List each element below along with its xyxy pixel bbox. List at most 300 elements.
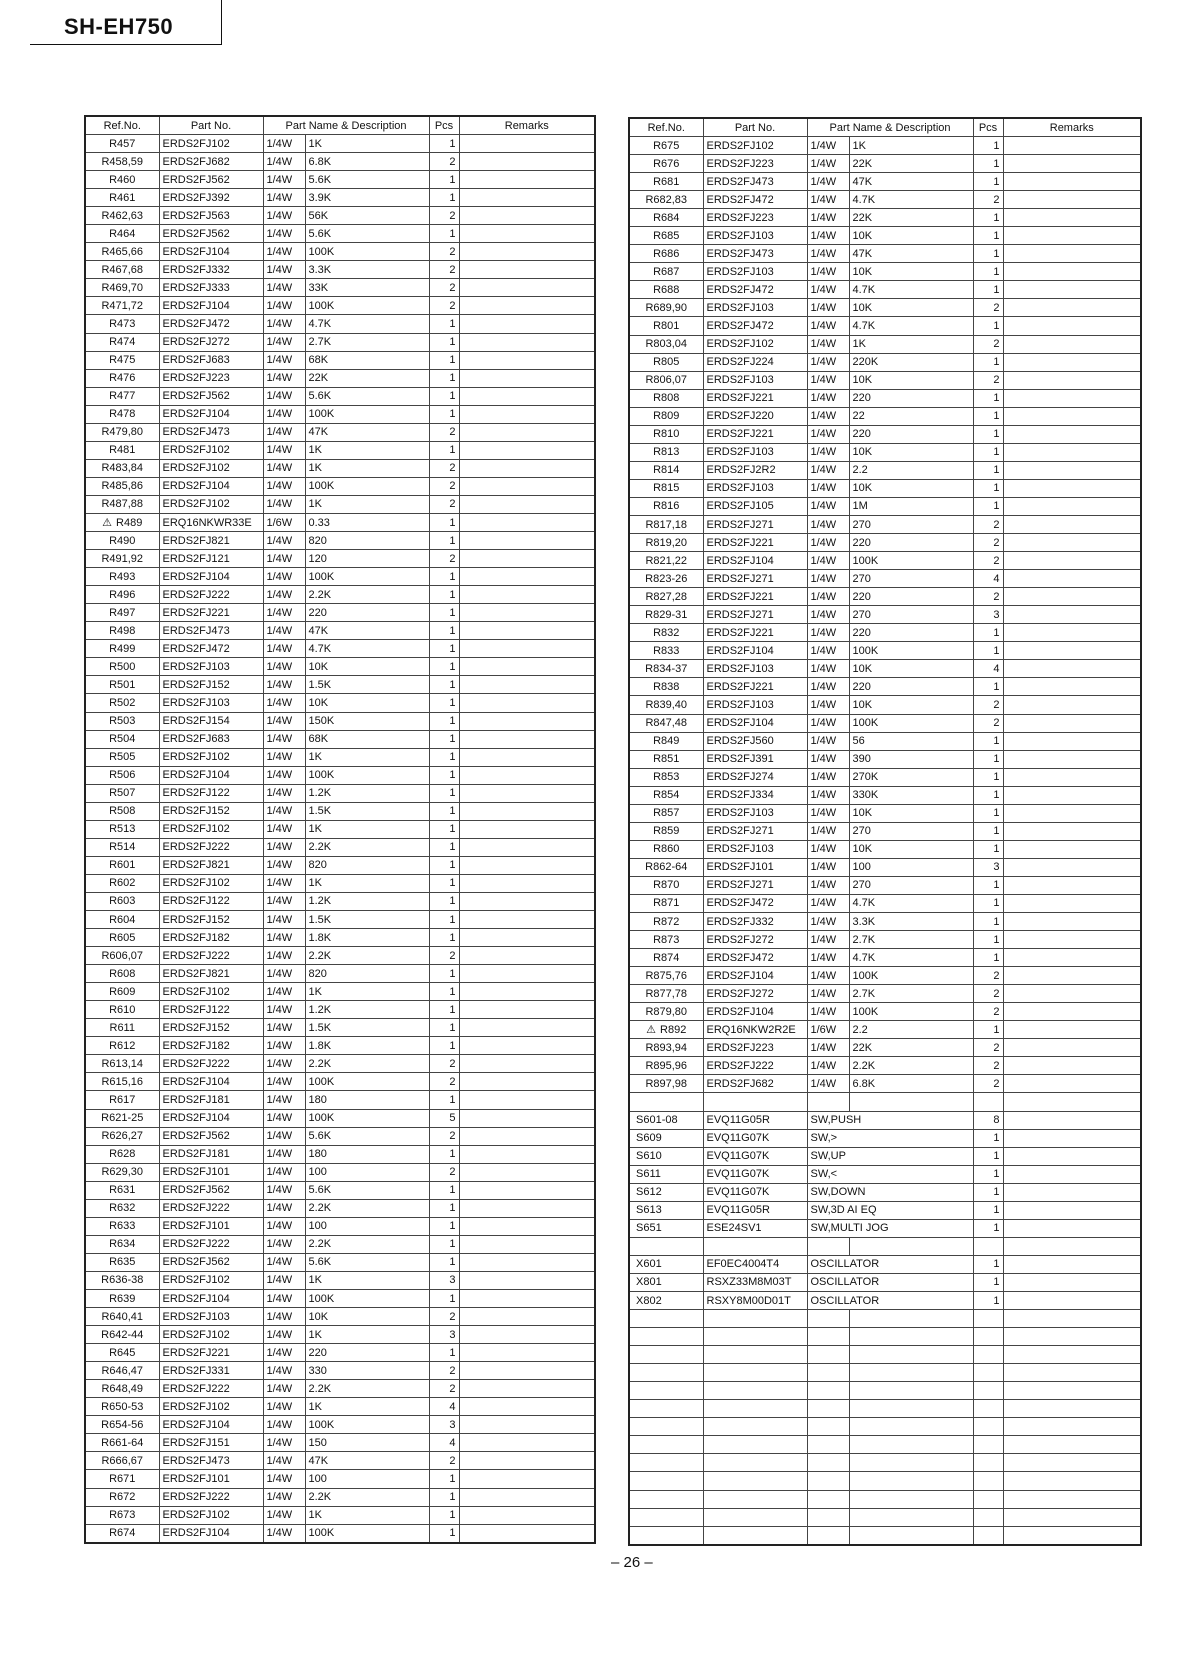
ref-no: R817,18 <box>645 518 688 531</box>
pcs-cell: 1 <box>973 317 1003 335</box>
ref-no: R674 <box>109 1527 136 1540</box>
wattage-cell: 1/4W <box>263 1181 305 1199</box>
wattage-cell: 1/4W <box>263 892 305 910</box>
ref-no: R859 <box>653 825 680 838</box>
ref-no: R469,70 <box>101 281 144 294</box>
table-row <box>85 1199 595 1217</box>
wattage-cell: 1/4W <box>263 351 305 369</box>
table-row <box>85 568 595 586</box>
part-no-cell: ERDS2FJ102 <box>159 459 263 477</box>
ref-no: R500 <box>109 660 136 673</box>
value-cell: 1K <box>849 335 973 353</box>
table-row <box>629 768 1141 786</box>
value-cell: 4.7K <box>305 315 429 333</box>
remarks-cell <box>459 1416 595 1434</box>
table-row <box>629 1273 1141 1291</box>
ref-no: R833 <box>653 644 680 657</box>
table-row <box>629 552 1141 570</box>
remarks-cell <box>1003 479 1141 497</box>
parts-table-left <box>84 115 596 1544</box>
remarks-cell <box>459 622 595 640</box>
wattage-cell: 1/4W <box>263 676 305 694</box>
pcs-cell: 1 <box>429 1290 459 1308</box>
part-no-cell <box>703 1237 807 1255</box>
pcs-cell: 1 <box>429 135 459 153</box>
ref-no: R633 <box>109 1220 136 1233</box>
ref-no: R823-26 <box>645 572 688 585</box>
col-desc-header: Part Name & Description <box>263 116 429 135</box>
value-cell: 22K <box>849 1039 973 1057</box>
wattage-cell: 1/4W <box>263 1326 305 1344</box>
ref-no-cell <box>85 1506 159 1524</box>
remarks-cell <box>1003 678 1141 696</box>
pcs-cell: 1 <box>429 586 459 604</box>
table-row <box>85 838 595 856</box>
remarks-cell <box>459 279 595 297</box>
wattage-cell: 1/4W <box>807 642 849 660</box>
table-row <box>85 1290 595 1308</box>
ref-no-cell <box>85 1055 159 1073</box>
table-row <box>629 732 1141 750</box>
ref-no-cell <box>629 425 703 443</box>
wattage-cell: 1/4W <box>807 732 849 750</box>
ref-no: R513 <box>109 823 136 836</box>
value-cell: 820 <box>305 965 429 983</box>
table-row <box>85 550 595 568</box>
part-no-cell: ERDS2FJ682 <box>159 153 263 171</box>
wattage-cell: 1/4W <box>807 552 849 570</box>
ref-no-cell <box>629 263 703 281</box>
table-row <box>629 750 1141 768</box>
remarks-cell <box>1003 1310 1141 1328</box>
part-no-cell <box>703 1526 807 1545</box>
title-rule-vertical <box>221 0 222 45</box>
ref-no-cell <box>629 317 703 335</box>
part-no-cell: ERDS2FJ121 <box>159 550 263 568</box>
header-row <box>85 116 595 135</box>
table-row <box>629 894 1141 912</box>
ref-no: R684 <box>653 211 680 224</box>
wattage-cell: 1/4W <box>263 1163 305 1181</box>
table-row <box>85 171 595 189</box>
pcs-cell <box>973 1382 1003 1400</box>
remarks-cell <box>1003 1472 1141 1490</box>
value-cell: 1K <box>305 441 429 459</box>
value-cell <box>849 1346 973 1364</box>
remarks-cell <box>1003 389 1141 407</box>
remarks-cell <box>1003 1111 1141 1129</box>
remarks-cell <box>1003 1273 1141 1291</box>
remarks-cell <box>459 1019 595 1037</box>
part-no-cell: ERDS2FJ105 <box>703 497 807 515</box>
ref-no: R461 <box>109 191 136 204</box>
remarks-cell <box>459 676 595 694</box>
ref-no-cell <box>85 153 159 171</box>
header-row <box>629 118 1141 137</box>
remarks-cell <box>459 207 595 225</box>
value-cell: 1.5K <box>305 1019 429 1037</box>
part-no-cell: ERDS2FJ332 <box>703 913 807 931</box>
ref-no-cell <box>629 299 703 317</box>
remarks-cell <box>1003 1237 1141 1255</box>
ref-no: R661-64 <box>101 1436 144 1449</box>
pcs-cell: 1 <box>973 1183 1003 1201</box>
part-no-cell: ERDS2FJ472 <box>703 281 807 299</box>
ref-no-cell <box>629 497 703 515</box>
part-no-cell: ERDS2FJ103 <box>703 696 807 714</box>
ref-no: S612 <box>636 1186 662 1199</box>
wattage-cell: 1/4W <box>263 225 305 243</box>
ref-no-cell <box>629 1057 703 1075</box>
wattage-cell: 1/4W <box>263 766 305 784</box>
ref-no-cell <box>85 820 159 838</box>
ref-no-cell <box>85 207 159 225</box>
pcs-cell: 2 <box>429 297 459 315</box>
table-row <box>85 351 595 369</box>
table-row <box>629 624 1141 642</box>
pcs-cell: 1 <box>429 351 459 369</box>
wattage-cell: 1/4W <box>807 209 849 227</box>
remarks-cell <box>1003 299 1141 317</box>
ref-no: R681 <box>653 175 680 188</box>
table-row <box>629 173 1141 191</box>
value-cell: 100 <box>305 1163 429 1181</box>
parts-list-right <box>629 137 1141 1545</box>
pcs-cell: 1 <box>973 786 1003 804</box>
table-row <box>85 1326 595 1344</box>
pcs-cell: 2 <box>429 423 459 441</box>
remarks-cell <box>459 1362 595 1380</box>
ref-no-cell <box>85 1181 159 1199</box>
wattage-cell: 1/4W <box>263 495 305 513</box>
pcs-cell: 1 <box>429 369 459 387</box>
table-row <box>629 985 1141 1003</box>
ref-no-cell <box>85 1037 159 1055</box>
value-cell: 3.3K <box>305 261 429 279</box>
part-no-cell: ERDS2FJ104 <box>159 1073 263 1091</box>
remarks-cell <box>1003 1039 1141 1057</box>
pcs-cell <box>973 1328 1003 1346</box>
table-row <box>85 1524 595 1543</box>
pcs-cell: 4 <box>429 1398 459 1416</box>
remarks-cell <box>459 1181 595 1199</box>
remarks-cell <box>1003 1129 1141 1147</box>
ref-no: R460 <box>109 173 136 186</box>
ref-no: R465,66 <box>101 245 144 258</box>
remarks-cell <box>459 1253 595 1271</box>
value-cell: 100K <box>849 552 973 570</box>
remarks-cell <box>1003 281 1141 299</box>
ref-no-cell <box>85 1145 159 1163</box>
part-no-cell: ERDS2FJ392 <box>159 189 263 207</box>
pcs-cell: 2 <box>973 299 1003 317</box>
part-no-cell: ERDS2FJ182 <box>159 929 263 947</box>
ref-no-cell <box>85 965 159 983</box>
remarks-cell <box>1003 913 1141 931</box>
table-row <box>85 1091 595 1109</box>
part-no-cell: ERDS2FJ223 <box>159 369 263 387</box>
ref-no: R853 <box>653 771 680 784</box>
ref-no-cell <box>629 137 703 155</box>
ref-no: R849 <box>653 735 680 748</box>
ref-no: R816 <box>653 500 680 513</box>
remarks-cell <box>1003 1346 1141 1364</box>
table-row <box>629 696 1141 714</box>
value-cell: 2.2 <box>849 1021 973 1039</box>
part-no-cell <box>703 1310 807 1328</box>
ref-no: R685 <box>653 229 680 242</box>
table-row <box>85 911 595 929</box>
table-row <box>85 694 595 712</box>
pcs-cell: 2 <box>973 1039 1003 1057</box>
part-no-cell: ERDS2FJ683 <box>159 351 263 369</box>
wattage-cell: 1/4W <box>263 856 305 874</box>
table-row <box>629 515 1141 533</box>
remarks-cell <box>1003 1201 1141 1219</box>
table-row <box>629 1237 1141 1255</box>
pcs-cell: 1 <box>429 1235 459 1253</box>
remarks-cell <box>459 153 595 171</box>
description-cell: SW,< <box>807 1165 973 1183</box>
pcs-cell: 2 <box>429 947 459 965</box>
pcs-cell: 2 <box>973 191 1003 209</box>
part-no-cell: ERDS2FJ102 <box>159 441 263 459</box>
description-cell: OSCILLATOR <box>807 1292 973 1310</box>
ref-no: R687 <box>653 265 680 278</box>
part-no-cell: ERDS2FJ103 <box>703 443 807 461</box>
value-cell: 1K <box>305 983 429 1001</box>
ref-no-cell <box>85 243 159 261</box>
ref-no: R615,16 <box>101 1075 144 1088</box>
part-no-cell: ERDS2FJ562 <box>159 387 263 405</box>
ref-no-cell <box>629 1201 703 1219</box>
remarks-cell <box>1003 137 1141 155</box>
table-row <box>85 622 595 640</box>
ref-no-cell <box>85 189 159 207</box>
remarks-cell <box>459 568 595 586</box>
remarks-cell <box>459 604 595 622</box>
table-row <box>85 766 595 784</box>
wattage-cell <box>807 1237 849 1255</box>
wattage-cell <box>807 1436 849 1454</box>
part-no-cell: ERDS2FJ331 <box>159 1362 263 1380</box>
part-no-cell: ERDS2FJ104 <box>159 568 263 586</box>
part-no-cell <box>703 1490 807 1508</box>
ref-no-cell <box>85 892 159 910</box>
part-no-cell <box>703 1436 807 1454</box>
table-row <box>85 965 595 983</box>
remarks-cell <box>459 1434 595 1452</box>
ref-no: R648,49 <box>101 1382 144 1395</box>
part-no-cell: ERDS2FJ104 <box>159 1290 263 1308</box>
pcs-cell: 2 <box>973 515 1003 533</box>
ref-no: R501 <box>109 678 136 691</box>
ref-no-cell <box>629 515 703 533</box>
ref-no: R815 <box>653 482 680 495</box>
table-row <box>85 315 595 333</box>
ref-no-cell <box>629 1328 703 1346</box>
table-row <box>629 534 1141 552</box>
part-no-cell: RSXY8M00D01T <box>703 1292 807 1310</box>
ref-no: R503 <box>109 715 136 728</box>
pcs-cell: 1 <box>429 965 459 983</box>
pcs-cell: 1 <box>973 353 1003 371</box>
ref-no-cell <box>629 985 703 1003</box>
wattage-cell <box>807 1526 849 1545</box>
value-cell: 100K <box>305 1524 429 1543</box>
pcs-cell: 1 <box>429 1217 459 1235</box>
ref-no-cell <box>85 333 159 351</box>
part-no-cell: ERDS2FJ122 <box>159 784 263 802</box>
table-row <box>85 1452 595 1470</box>
ref-no: R629,30 <box>101 1166 144 1179</box>
ref-no-cell <box>85 1452 159 1470</box>
ref-no: R673 <box>109 1509 136 1522</box>
wattage-cell: 1/4W <box>263 802 305 820</box>
remarks-cell <box>1003 317 1141 335</box>
empty-row <box>629 1328 1141 1346</box>
remarks-cell <box>459 1055 595 1073</box>
pcs-cell: 5 <box>429 1109 459 1127</box>
wattage-cell: 1/4W <box>263 1091 305 1109</box>
part-no-cell: ERDS2FJ562 <box>159 1181 263 1199</box>
ref-no-cell <box>629 1526 703 1545</box>
remarks-cell <box>1003 931 1141 949</box>
ref-no-cell <box>85 658 159 676</box>
value-cell: 120 <box>305 550 429 568</box>
ref-no-cell <box>629 768 703 786</box>
wattage-cell: 1/4W <box>807 678 849 696</box>
part-no-cell: EVQ11G05R <box>703 1111 807 1129</box>
ref-no-cell <box>629 1418 703 1436</box>
pcs-cell: 3 <box>429 1416 459 1434</box>
part-no-cell: ERDS2FJ682 <box>703 1075 807 1093</box>
wattage-cell: 1/4W <box>807 173 849 191</box>
wattage-cell: 1/4W <box>263 1253 305 1271</box>
part-no-cell: ERDS2FJ181 <box>159 1145 263 1163</box>
ref-no: R471,72 <box>101 299 144 312</box>
value-cell: 2.2K <box>305 947 429 965</box>
part-no-cell: ERDS2FJ221 <box>703 588 807 606</box>
table-row <box>629 804 1141 822</box>
part-no-cell: ERDS2FJ221 <box>159 1344 263 1362</box>
value-cell: 270 <box>849 515 973 533</box>
part-no-cell: ERDS2FJ271 <box>703 570 807 588</box>
part-no-cell: ERDS2FJ152 <box>159 676 263 694</box>
ref-no: R872 <box>653 915 680 928</box>
pcs-cell: 1 <box>973 804 1003 822</box>
part-no-cell: ERDS2FJ104 <box>159 1416 263 1434</box>
pcs-cell: 2 <box>429 1380 459 1398</box>
ref-no: R617 <box>109 1094 136 1106</box>
wattage-cell: 1/4W <box>807 768 849 786</box>
empty-row <box>629 1490 1141 1508</box>
wattage-cell: 1/4W <box>263 1127 305 1145</box>
col-part-header: Part No. <box>159 116 263 135</box>
value-cell: 100K <box>305 1073 429 1091</box>
ref-no-cell <box>85 622 159 640</box>
ref-no: R893,94 <box>645 1041 688 1054</box>
ref-no-cell <box>85 1253 159 1271</box>
ref-no: R478 <box>109 408 136 421</box>
value-cell: 100K <box>305 405 429 423</box>
value-cell: 10K <box>849 443 973 461</box>
table-row <box>85 784 595 802</box>
remarks-cell <box>1003 552 1141 570</box>
value-cell <box>849 1418 973 1436</box>
empty-row <box>629 1400 1141 1418</box>
remarks-cell <box>459 189 595 207</box>
wattage-cell: 1/4W <box>263 568 305 586</box>
value-cell: 6.8K <box>305 153 429 171</box>
value-cell: 2.2K <box>305 838 429 856</box>
wattage-cell: 1/4W <box>263 1488 305 1506</box>
value-cell: 2.7K <box>305 333 429 351</box>
wattage-cell: 1/4W <box>263 1506 305 1524</box>
value-cell: 2.2K <box>849 1057 973 1075</box>
value-cell: 100K <box>849 714 973 732</box>
remarks-cell <box>1003 1490 1141 1508</box>
pcs-cell: 1 <box>973 479 1003 497</box>
ref-no-cell <box>629 678 703 696</box>
ref-no: R602 <box>109 877 136 890</box>
wattage-cell: 1/4W <box>263 550 305 568</box>
table-row <box>629 931 1141 949</box>
part-no-cell <box>703 1454 807 1472</box>
table-row <box>629 191 1141 209</box>
ref-no: R676 <box>653 157 680 170</box>
part-no-cell: ERDS2FJ222 <box>159 1235 263 1253</box>
remarks-cell <box>1003 1219 1141 1237</box>
remarks-cell <box>1003 497 1141 515</box>
ref-no-cell <box>629 750 703 768</box>
wattage-cell: 1/4W <box>807 660 849 678</box>
value-cell: 5.6K <box>305 225 429 243</box>
ref-no: R810 <box>653 428 680 441</box>
value-cell <box>849 1454 973 1472</box>
ref-no-cell <box>629 1039 703 1057</box>
part-no-cell: ERDS2FJ272 <box>703 985 807 1003</box>
ref-no: R613,14 <box>101 1057 144 1070</box>
ref-no-cell <box>85 1362 159 1380</box>
part-no-cell: ERQ16NKWR33E <box>159 513 263 531</box>
table-row <box>85 441 595 459</box>
pcs-cell: 1 <box>973 263 1003 281</box>
pcs-cell: 1 <box>973 642 1003 660</box>
wattage-cell <box>807 1472 849 1490</box>
wattage-cell: 1/4W <box>807 750 849 768</box>
remarks-cell <box>459 1506 595 1524</box>
value-cell: 10K <box>849 479 973 497</box>
table-row <box>85 135 595 153</box>
pcs-cell: 3 <box>429 1271 459 1289</box>
ref-no: R654-56 <box>101 1418 144 1431</box>
description-cell: OSCILLATOR <box>807 1273 973 1291</box>
ref-no-cell <box>85 766 159 784</box>
table-row <box>85 929 595 947</box>
value-cell: 4.7K <box>849 191 973 209</box>
part-no-cell: ERDS2FJ391 <box>703 750 807 768</box>
remarks-cell <box>459 441 595 459</box>
table-row <box>629 1039 1141 1057</box>
part-no-cell: ERDS2FJ821 <box>159 965 263 983</box>
remarks-cell <box>1003 768 1141 786</box>
value-cell <box>849 1490 973 1508</box>
part-no-cell: ERQ16NKW2R2E <box>703 1021 807 1039</box>
value-cell <box>849 1526 973 1545</box>
pcs-cell <box>973 1472 1003 1490</box>
table-row <box>85 207 595 225</box>
